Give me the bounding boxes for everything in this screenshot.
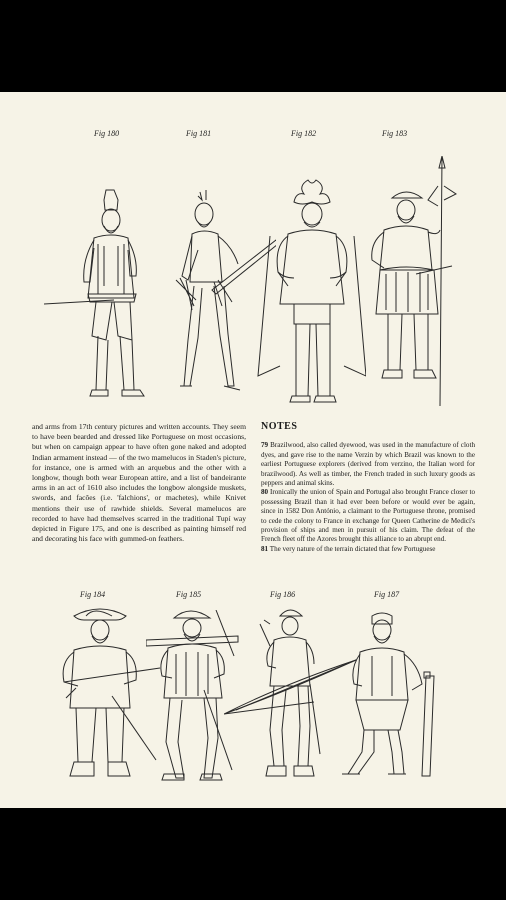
fig-184-label: Fig 184 [80,590,106,599]
fig-187-illustration [342,612,442,782]
notes-column [261,422,475,554]
book-page [0,92,506,808]
note-number: 79 [261,441,269,450]
halberdier-icon [356,156,468,408]
fig-180-illustration [44,186,154,412]
caliver-man-icon [342,612,442,782]
note-text: Ironically the union of Spain and Portugal also brought France closer to possessing Brazil than it had ever been before or would ever be again, since in 1582 Don António, a claimant to the Portuguese throne, promised to cede the colony to France in exchange for Queen Catherine de Medici's provision of ships and men in pursuit of his claim. The defeat of the French fleet off the Azores brought this alliance to an abrupt end. [261,488,475,544]
archer-longbow-icon [224,604,360,784]
fig-185-label: Fig 185 [176,590,202,599]
fig-182-label: Fig 182 [291,129,317,138]
note-80 [261,488,475,544]
note-81 [261,545,475,554]
note-text: The very nature of the terrain dictated that few Portuguese [269,544,436,553]
page-content [24,116,482,784]
note-79 [261,441,475,488]
note-number: 80 [261,488,269,497]
body-text-column: and arms from 17th century pictures and written accounts. They seem to have been bearded and dressed like Portuguese on most occasions, but when on campaign appear to have often gone naked and adopted Indian armament instead — of the two mamelucos in Staden's picture, for instance, one is armed with an arquebus and the other with a longbow, though both wear European attire, and a list of bandeirante arms in an act of 1610 also includes the longbow alongside muskets, swords, and facões (i.e. 'falchions', or machetes), while Knivet mentions their use of rawhide shields. Several mamelucos are recorded to have had themselves scarred in the traditional Tupí way depicted in Figure 175, and one is described as painting himself red and decorating his face with gummed-on feathers. [32,422,246,544]
fig-180-label: Fig 180 [94,129,120,138]
fig-186-label: Fig 186 [270,590,296,599]
plumed-nobleman-icon [256,176,366,412]
soldier-with-cap-icon [44,186,154,412]
notes-heading: NOTES [261,421,298,432]
fig-186-illustration [224,604,360,784]
fig-181-label: Fig 181 [186,129,212,138]
fig-183-label: Fig 183 [382,129,408,138]
fig-187-label: Fig 187 [374,590,400,599]
note-number: 81 [261,544,269,553]
note-text: Brazilwood, also called dyewood, was used in the manufacture of cloth dyes, and gave rise to the name Verzin by which Brazil was known to the earliest Portuguese explorers (derived from verzino, the Italian word for brazilwood). As well as timber, the French traded in such luxury goods as peppers and animal skins. [261,441,475,488]
fig-183-illustration [356,156,468,408]
fig-182-illustration [256,176,366,412]
